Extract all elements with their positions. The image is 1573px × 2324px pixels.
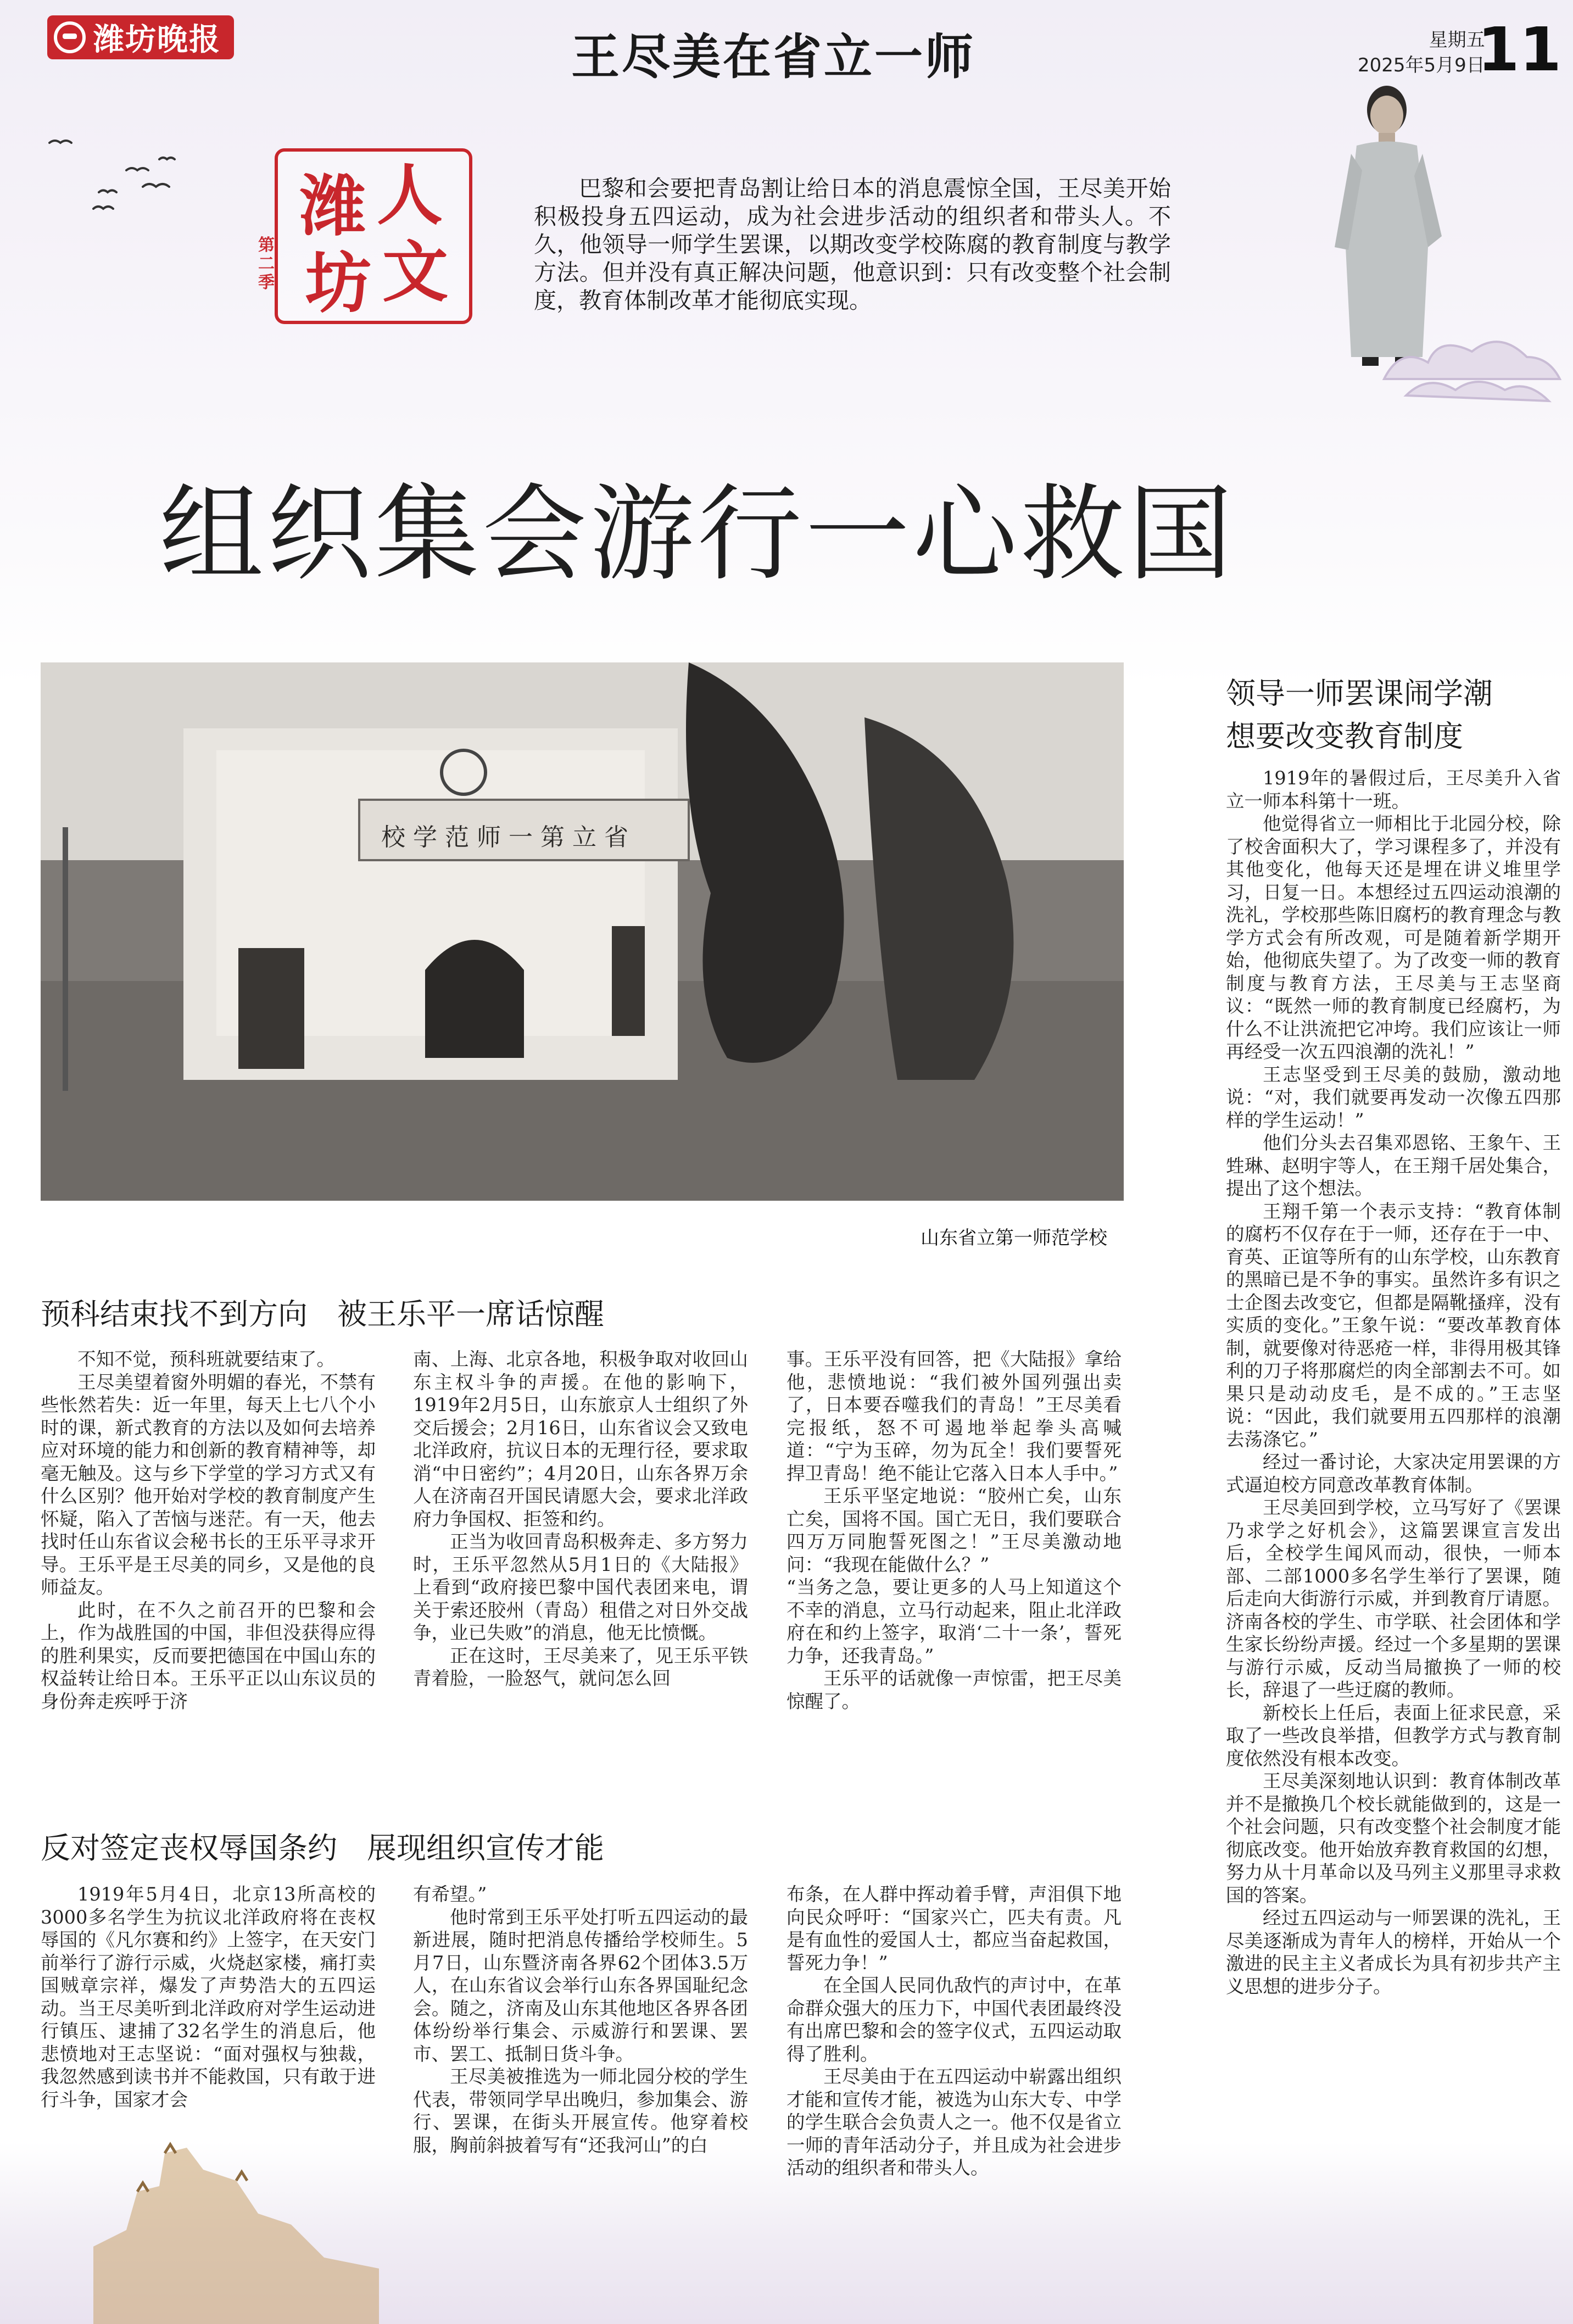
section3-title-line2: 想要改变教育制度 bbox=[1226, 719, 1463, 754]
school-photo bbox=[41, 662, 1124, 1201]
section1-column-1 bbox=[41, 1348, 376, 1810]
paragraph: 1919年5月4日，北京13所高校的3000多名学生为抗议北洋政府将在丧权辱国的《凡尔赛和约》上签字，在天安门前举行了游行示威，火烧赵家楼，痛打卖国贼章宗祥，爆发了声势浩大的五四运动。当王尽美听到北洋政府对学生运动进行镇压、逮捕了32名学生的消息后，他悲愤地对王志坚说：“面对强权与独裁，我忽然感到读书并不能救国，只有敢于进行斗争，国家才会 bbox=[41, 1883, 376, 2110]
section2-column-3 bbox=[786, 1883, 1122, 2267]
paragraph: “当务之急，要让更多的人马上知道这个不幸的消息，立马行动起来，阻止北洋政府在和约上签字，取消‘二十一条’，誓死力争，还我青岛。” bbox=[786, 1576, 1122, 1667]
seal-char-fang: 坊 bbox=[305, 244, 371, 322]
section1-column-3 bbox=[786, 1348, 1122, 1810]
paragraph: 王尽美由于在五四运动中崭露出组织才能和宣传才能，被选为山东大专、中学的学生联合会负责人之一。他不仅是省立一师的青年活动分子，并且成为社会进步活动的组织者和带头人。 bbox=[786, 2066, 1122, 2178]
paragraph: 此时，在不久之前召开的巴黎和会上，作为战胜国的中国，非但没获得应得的胜利果实，反而要把德国在中国山东的权益转让给日本。王乐平正以山东议员的身份奔走疾呼于济 bbox=[41, 1599, 376, 1712]
paragraph: 有希望。” bbox=[413, 1883, 487, 1905]
section1-column-2 bbox=[413, 1348, 748, 1810]
paragraph: 王尽美望着窗外明媚的春光，不禁有些怅然若失：近一年里，每天上七八个小时的课，新式教育的方法以及如何去培养应对环境的能力和创新的教育精神等，却毫无触及。这与乡下学堂的学习方式又有什么区别？他开始对学校的教育制度产生怀疑，陷入了苦恼与迷茫。有一天，他去找时任山东省议会秘书长的王乐平寻求开导。王乐平是王尽美的同乡，又是他的良师益友。 bbox=[41, 1371, 376, 1598]
paragraph: 他们分头去召集邓恩铭、王象午、王甡琳、赵明宇等人，在王翔千居处集合，提出了这个想法。 bbox=[1226, 1132, 1561, 1199]
headline: 组织集会游行一心救国 bbox=[159, 473, 1236, 595]
section3-column bbox=[1226, 767, 1561, 2233]
column-seal bbox=[275, 148, 472, 324]
weekday: 星期五 bbox=[1429, 29, 1485, 51]
paragraph: 经过一番讨论，大家决定用罢课的方式逼迫校方同意改革教育体制。 bbox=[1226, 1451, 1561, 1496]
section1-title: 预科结束找不到方向 被王乐平一席话惊醒 bbox=[41, 1297, 604, 1331]
paragraph: 经过五四运动与一师罢课的洗礼，王尽美逐渐成为青年人的榜样，开始从一个激进的民主主义者成长为具有初步共产主义思想的进步分子。 bbox=[1226, 1907, 1561, 1997]
seal-char-wei: 潍 bbox=[300, 168, 366, 245]
paragraph: 1919年的暑假过后，王尽美升入省立一师本科第十一班。 bbox=[1226, 767, 1561, 812]
seal-char-ren: 人 bbox=[377, 157, 443, 234]
paragraph: 事。王乐平没有回答，把《大陆报》拿给他，悲愤地说：“我们被外国列强出卖了，日本要吞噬我们的青岛！”王尽美看完报纸，怒不可遏地举起拳头高喊道：“宁为玉碎，勿为瓦全！我们要誓死捍卫青岛！绝不能让它落入日本人手中。” bbox=[786, 1348, 1122, 1484]
great-wall-illustration bbox=[93, 2104, 379, 2324]
section2-title: 反对签定丧权辱国条约 展现组织宣传才能 bbox=[41, 1831, 604, 1865]
paragraph: 布条，在人群中挥动着手臂，声泪俱下地向民众呼吁：“国家兴亡，匹夫有责。凡是有血性的爱国人士，都应当奋起救国，誓死力争！” bbox=[786, 1883, 1122, 1974]
paragraph: 正在这时，王尽美来了，见王乐平铁青着脸，一脸怒气，就问怎么回 bbox=[413, 1645, 748, 1689]
paragraph: 他觉得省立一师相比于北园分校，除了校舍面积大了，学习课程多了，并没有其他变化，他每天还是埋在讲义堆里学习，日复一日。本想经过五四运动浪潮的洗礼，学校那些陈旧腐朽的教育理念与教学方式会有所改观，可是随着新学期开始，他彻底失望了。为了改变一师的教育制度与教育方法，王尽美与王志坚商议：“既然一师的教育制度已经腐朽，为什么不让洪流把它冲垮。我们应该让一师再经受一次五四浪潮的洗礼！” bbox=[1226, 813, 1561, 1062]
paragraph: 在全国人民同仇敌忾的声讨中，在革命群众强大的压力下，中国代表团最终没有出席巴黎和会的签字仪式，五四运动取得了胜利。 bbox=[786, 1975, 1122, 2065]
paragraph: 王尽美深刻地认识到：教育体制改革并不是撤换几个校长就能做到的，这是一个社会问题，只有改变整个社会制度才能彻底改变。他开始放弃教育救国的幻想，努力从十月革命以及马列主义那里寻求救国的答案。 bbox=[1226, 1770, 1561, 1906]
paragraph: 不知不觉，预科班就要结束了。 bbox=[77, 1348, 335, 1370]
birds-illustration bbox=[44, 126, 187, 236]
section2-column-2 bbox=[413, 1883, 748, 2267]
section3-title-line1: 领导一师罢课闹学潮 bbox=[1226, 676, 1493, 711]
page-number: 11 bbox=[1477, 14, 1562, 85]
paragraph: 南、上海、北京各地，积极争取对收回山东主权斗争的声援。在他的影响下，1919年2月5日，山东旅京人士组织了外交后援会；2月16日，山东省议会又致电北洋政府，抗议日本的无理行径，要求取消“中日密约”；4月20日，山东各界万余人在济南召开国民请愿大会，要求北洋政府力争国权、拒签和约。 bbox=[413, 1348, 748, 1530]
date-box bbox=[1358, 27, 1485, 78]
paragraph: 王乐平的话就像一声惊雷，把王尽美惊醒了。 bbox=[786, 1668, 1122, 1712]
paragraph: 他时常到王乐平处打听五四运动的最新进展，随时把消息传播给学校师生。5月7日，山东暨济南各界62个团体3.5万人，在山东省议会举行山东各界国耻纪念会。随之，济南及山东其他地区各界各团体纷纷举行集会、示威游行和罢课、罢市、罢工、抵制日货斗争。 bbox=[413, 1906, 748, 2065]
logo-mark-icon bbox=[54, 21, 86, 53]
clouds-decoration bbox=[1373, 297, 1573, 406]
issue-date: 2025年5月9日 bbox=[1358, 54, 1485, 76]
page-title: 王尽美在省立一师 bbox=[571, 29, 976, 85]
paper-name: 潍坊晚报 bbox=[93, 22, 221, 58]
paragraph: 王翔千第一个表示支持：“教育体制的腐朽不仅存在于一师，还存在于一中、育英、正谊等所有的山东学校，山东教育的黑暗已是不争的事实。虽然许多有识之士企图去改变它，但都是隔靴搔痒，没有实质的变化。”王象午说：“要改革教育体制，就要像对待恶疮一样，非得用极其锋利的刀子将那腐烂的肉全部割去不可。如果只是动动皮毛，是不成的。”王志坚说：“因此，我们就要用五四那样的浪潮去荡涤它。” bbox=[1226, 1200, 1561, 1450]
intro-paragraph: 巴黎和会要把青岛割让给日本的消息震惊全国，王尽美开始积极投身五四运动，成为社会进步活动的组织者和带头人。不久，他领导一师学生罢课，以期改变学校陈腐的教育制度与教学方法。但并没有真正解决问题，他意识到：只有改变整个社会制度，教育体制改革才能彻底实现。 bbox=[534, 175, 1171, 314]
paragraph: 王志坚受到王尽美的鼓励，激动地说：“对，我们就要再发动一次像五四那样的学生运动！” bbox=[1226, 1063, 1561, 1131]
paragraph: 王尽美被推选为一师北园分校的学生代表，带领同学早出晚归，参加集会、游行、罢课，在街头开展宣传。他穿着校服，胸前斜披着写有“还我河山”的白 bbox=[413, 2066, 748, 2156]
school-sign-text: 省立第一师范学校 bbox=[381, 823, 636, 851]
school-photo-illustration bbox=[41, 662, 1124, 1201]
seal-char-wen: 文 bbox=[382, 233, 448, 311]
seal-season: 第二季 bbox=[258, 236, 275, 292]
photo-caption: 山东省立第一师范学校 bbox=[921, 1227, 1107, 1249]
paragraph: 新校长上任后，表面上征求民意，采取了一些改良举措，但教学方式与教育制度依然没有根本改变。 bbox=[1226, 1702, 1561, 1769]
paragraph: 王乐平坚定地说：“胶州亡矣，山东亡矣，国将不国。国亡无日，我们要联合四万万同胞誓死图之！”王尽美激动地问：“我现在能做什么？” bbox=[786, 1485, 1122, 1575]
paragraph: 正当为收回青岛积极奔走、多方努力时，王乐平忽然从5月1日的《大陆报》上看到“政府接巴黎中国代表团来电，谓关于索还胶州（青岛）租借之对日外交战争，业已失败”的消息，他无比愤慨。 bbox=[413, 1531, 748, 1643]
paragraph: 王尽美回到学校，立马写好了《罢课乃求学之好机会》，这篇罢课宣言发出后，全校学生闻风而动，很快，一师本部、二部1000多名学生举行了罢课，随后走向大街游行示威，并到教育厅请愿。济南各校的学生、市学联、社会团体和学生家长纷纷声援。经过一个多星期的罢课与游行示威，反动当局撤换了一师的校长，辞退了一些迂腐的教师。 bbox=[1226, 1497, 1561, 1701]
newspaper-logo bbox=[47, 15, 234, 59]
